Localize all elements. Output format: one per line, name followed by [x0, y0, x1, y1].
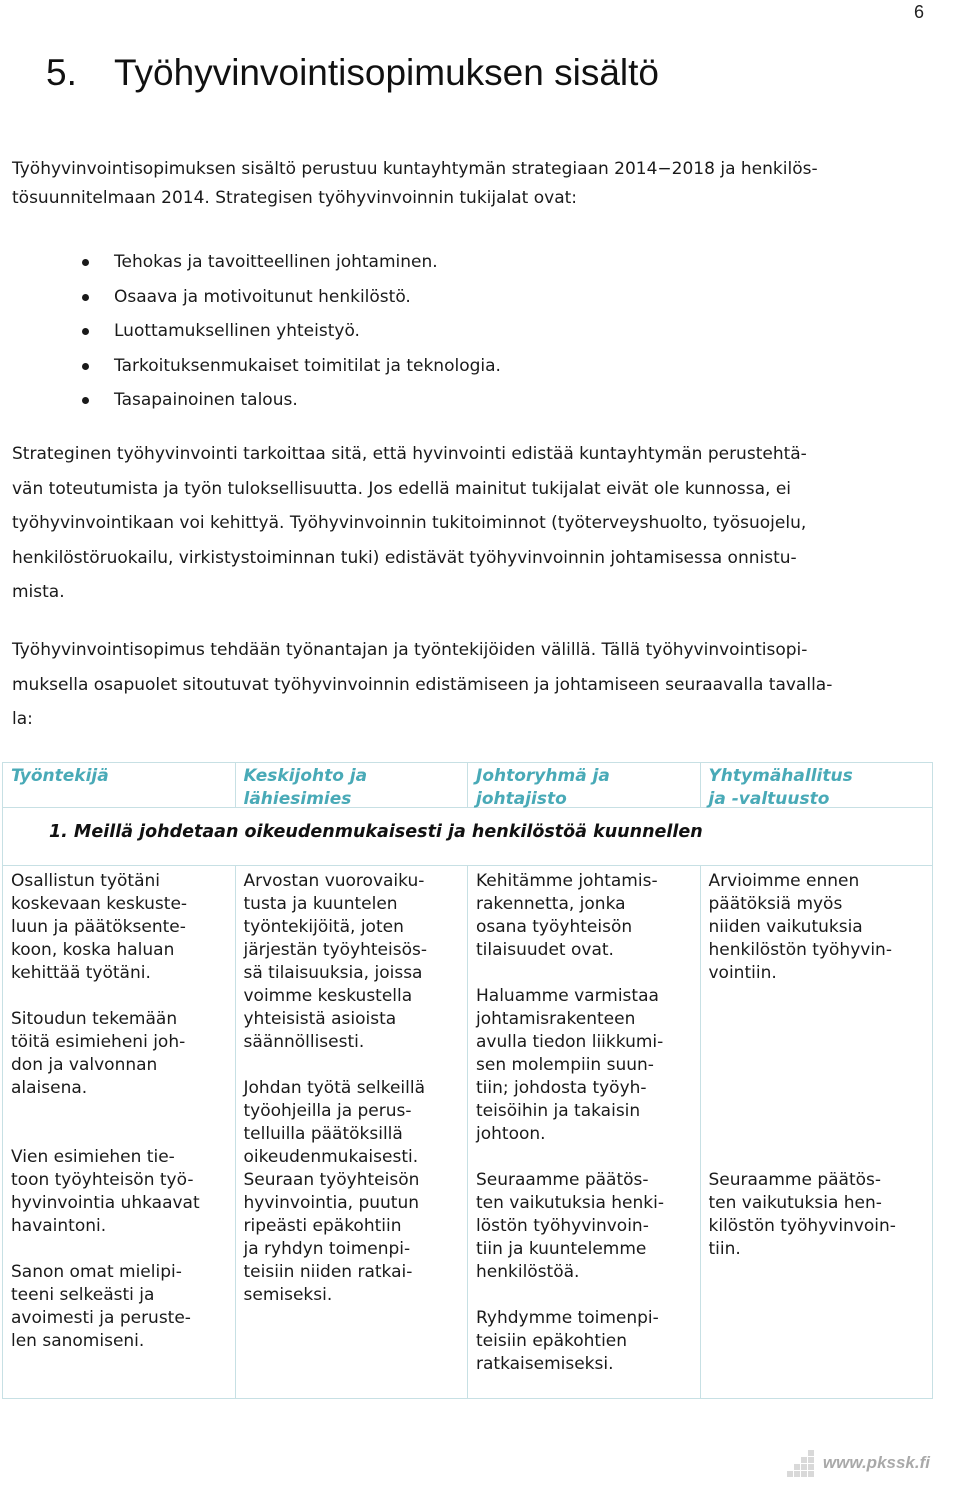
logo-pattern-icon	[780, 1450, 816, 1480]
cell-paragraph: Ryhdymme toimenpi- teisiin epäkohtien ratkaisemiseksi.	[476, 1308, 659, 1374]
paragraph-line: henkilöstöruokailu, virkistystoiminnan tuki) edistävät työhyvinvoinnin johtamisessa onnistu-	[12, 547, 797, 568]
cell-paragraph: Arvioimme ennen päätöksiä myös niiden vaikutuksia henkilöstön työhyvin- vointiin.	[708, 871, 892, 983]
table-body-row	[2, 866, 933, 1399]
cell-paragraph: Kehitämme johtamis- rakennetta, jonka osana työyhteisön tilaisuudet ovat.	[476, 871, 658, 960]
cell-paragraph: Johdan työtä selkeillä työohjeilla ja perus- telluilla päätöksillä oikeudenmukaisesti.	[243, 1078, 426, 1167]
cell-paragraph: Osallistun työtäni koskevaan keskuste- luun ja päätöksente- koon, koska haluan kehittää työtäni.	[11, 871, 188, 983]
cell-paragraph: Sanon omat mielipi- teeni selkeästi ja avoimesti ja peruste- len sanomiseni.	[11, 1262, 191, 1351]
strategy-paragraph	[12, 437, 922, 610]
cell-paragraph: Arvostan vuorovaiku- tusta ja kuuntelen työntekijöitä, joten järjestän työyhteisös- sä tilaisuuksia, joissa voimme keskustella yhteisistä asioista säännöllisesti.	[243, 871, 427, 1052]
section-title-text: 1. Meillä johdetaan oikeudenmukaisesti ja henkilöstöä kuunnellen	[49, 822, 703, 842]
paragraph-line: Työhyvinvointisopimus tehdään työnantajan ja työntekijöiden välillä. Tällä työhyvinvointisopi-	[12, 640, 808, 660]
section-title: Työhyvinvointisopimuksen sisältö	[114, 52, 659, 93]
pillar-item: Tarkoituksenmukaiset toimitilat ja teknologia.	[82, 349, 501, 384]
paragraph-line: la:	[12, 709, 33, 729]
table-header-row	[2, 762, 933, 808]
paragraph-line: mista.	[12, 582, 65, 602]
pillar-item: Tasapainoinen talous.	[82, 383, 501, 418]
pillar-item: Tehokas ja tavoitteellinen johtaminen.	[82, 245, 501, 280]
header-middle-management: Keskijohto ja lähiesimies	[235, 763, 468, 807]
cell-paragraph: Haluamme varmistaa johtamisrakenteen avulla tiedon liikkumi- sen molempiin suun- tiin; johdosta työyh- teisöihin ja takaisin johtoon.	[476, 986, 664, 1144]
intro-line: Työhyvinvointisopimuksen sisältö perustuu kuntayhtymän strategiaan 2014−2018 ja henkilös-	[12, 159, 818, 179]
paragraph-line: vän toteutumista ja työn tuloksellisuutta. Jos edellä mainitut tukijalat eivät ole kunnossa, ei	[12, 478, 791, 499]
intro-line: tösuunnitelmaan 2014. Strategisen työhyvinvoinnin tukijalat ovat:	[12, 188, 578, 208]
footer-logo	[780, 1450, 930, 1480]
page-title	[46, 52, 659, 94]
cell-paragraph: Seuraamme päätös- ten vaikutuksia henki- löstön työhyvinvoin- tiin ja kuuntelemme henkilöstöä.	[476, 1170, 664, 1282]
table-section-title	[2, 808, 933, 866]
pillar-list	[82, 245, 501, 418]
cell-management-team	[467, 866, 700, 1398]
cell-paragraph: Seuraan työyhteisön hyvinvointia, puutun ripeästi epäkohtiin ja ryhdyn toimenpi- teisiin niiden ratkai- semiseksi.	[243, 1170, 420, 1305]
cell-board	[700, 866, 933, 1398]
pillar-item: Osaava ja motivoitunut henkilöstö.	[82, 280, 501, 315]
header-employee: Työntekijä	[11, 766, 109, 786]
header-management-team: Johtoryhmä ja johtajisto	[467, 763, 700, 807]
paragraph-line: työhyvinvointikaan voi kehittyä. Työhyvinvoinnin tukitoiminnot (työterveyshuolto, työsuojelu,	[12, 513, 807, 533]
header-board: Yhtymähallitus ja -valtuusto	[700, 763, 933, 807]
cell-paragraph: Sitoudun tekemään töitä esimieheni joh- don ja valvonnan alaisena.	[11, 1009, 186, 1098]
paragraph-line: Strateginen työhyvinvointi tarkoittaa sitä, että hyvinvointi edistää kuntayhtymän perustehtä-	[12, 444, 807, 464]
intro-paragraph	[12, 155, 917, 213]
cell-middle-management	[235, 866, 468, 1398]
page-number: 6	[913, 2, 924, 22]
cell-employee	[3, 866, 235, 1398]
section-number: 5.	[46, 52, 77, 93]
agreement-paragraph	[12, 633, 922, 737]
pillar-item: Luottamuksellinen yhteistyö.	[82, 314, 501, 349]
cell-paragraph: Vien esimiehen tie- toon työyhteisön työ- hyvinvointia uhkaavat havaintoni.	[11, 1147, 200, 1236]
paragraph-line: muksella osapuolet sitoutuvat työhyvinvoinnin edistämiseen ja johtamiseen seuraavalla tavalla-	[12, 674, 833, 695]
cell-paragraph: Seuraamme päätös- ten vaikutuksia hen- kilöstön työhyvinvoin- tiin.	[708, 1170, 896, 1259]
footer-url[interactable]: www.pkssk.fi	[822, 1453, 930, 1472]
